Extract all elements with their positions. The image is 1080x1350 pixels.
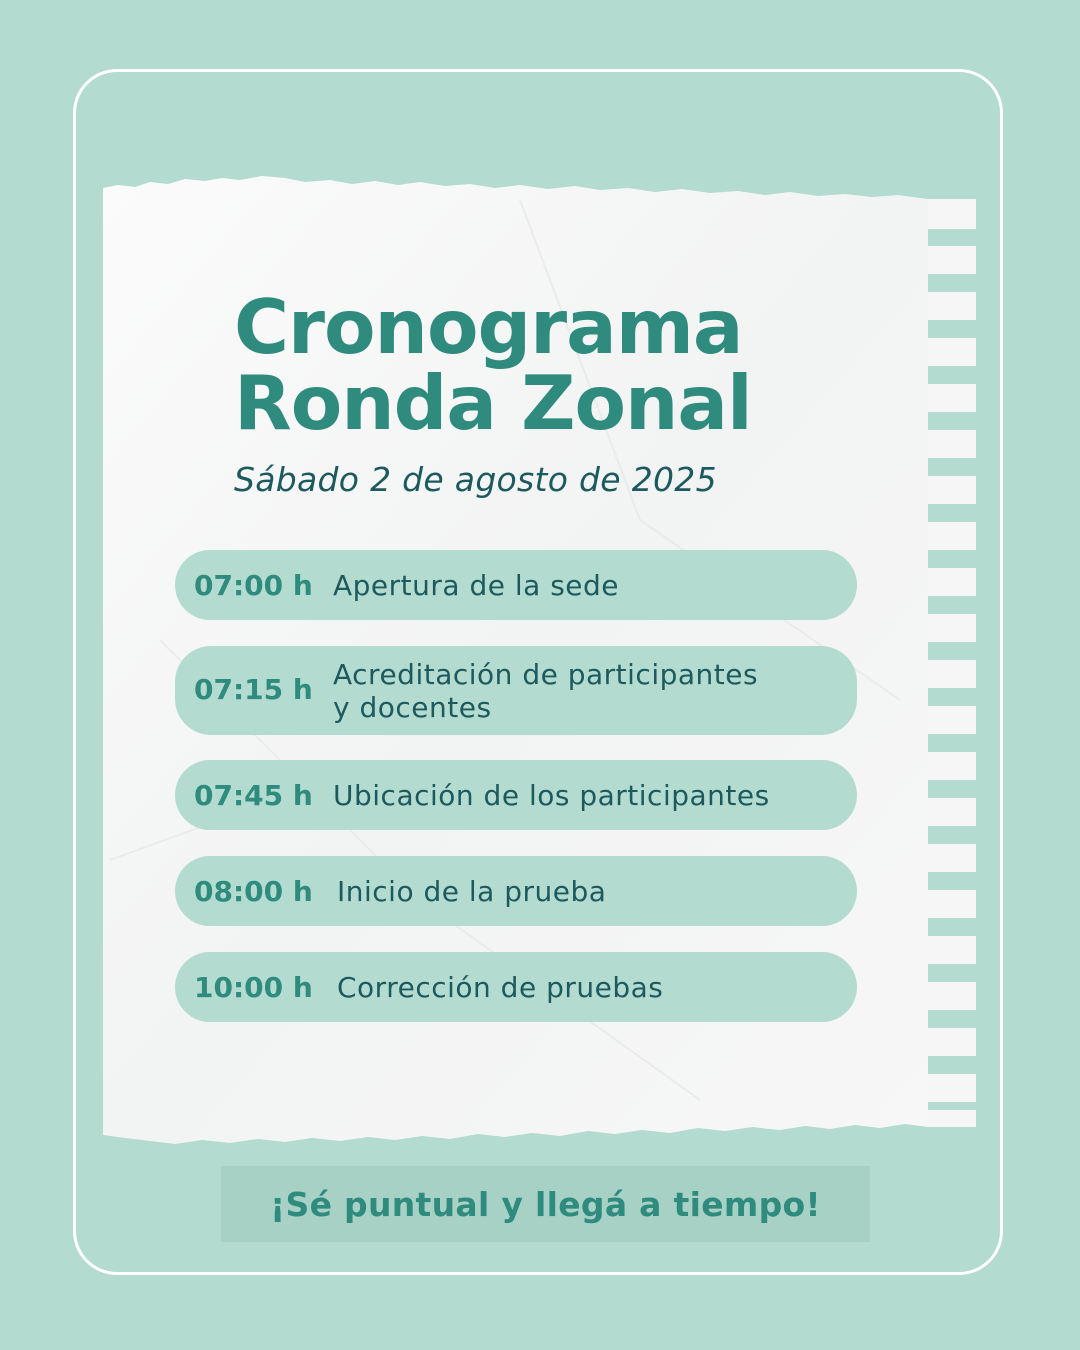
schedule-item	[175, 952, 857, 1022]
spiral-notches	[928, 199, 976, 1127]
footer-message: ¡Sé puntual y llegá a tiempo!	[270, 1184, 821, 1224]
schedule-item	[175, 550, 857, 620]
schedule-item	[175, 856, 857, 926]
page-title	[234, 283, 752, 447]
schedule-description-line-2: y docentes	[333, 691, 492, 724]
footer-banner	[221, 1166, 870, 1242]
schedule-time: 10:00 h	[194, 971, 313, 1004]
title-line-1: Cronograma	[234, 283, 743, 371]
event-date: Sábado 2 de agosto de 2025	[234, 460, 717, 499]
schedule-item	[175, 646, 857, 735]
schedule-description: Corrección de pruebas	[337, 971, 664, 1004]
schedule-description: Apertura de la sede	[333, 569, 620, 602]
schedule-time: 07:15 h	[194, 673, 313, 706]
schedule-description: Inicio de la prueba	[337, 875, 607, 908]
schedule-time: 08:00 h	[194, 875, 313, 908]
schedule-time: 07:00 h	[194, 569, 313, 602]
title-line-2: Ronda Zonal	[234, 359, 752, 447]
schedule-item	[175, 760, 857, 830]
schedule-description: Ubicación de los participantes	[333, 779, 770, 812]
schedule-time: 07:45 h	[194, 779, 313, 812]
schedule-description: Acreditación de participantes	[333, 658, 759, 691]
